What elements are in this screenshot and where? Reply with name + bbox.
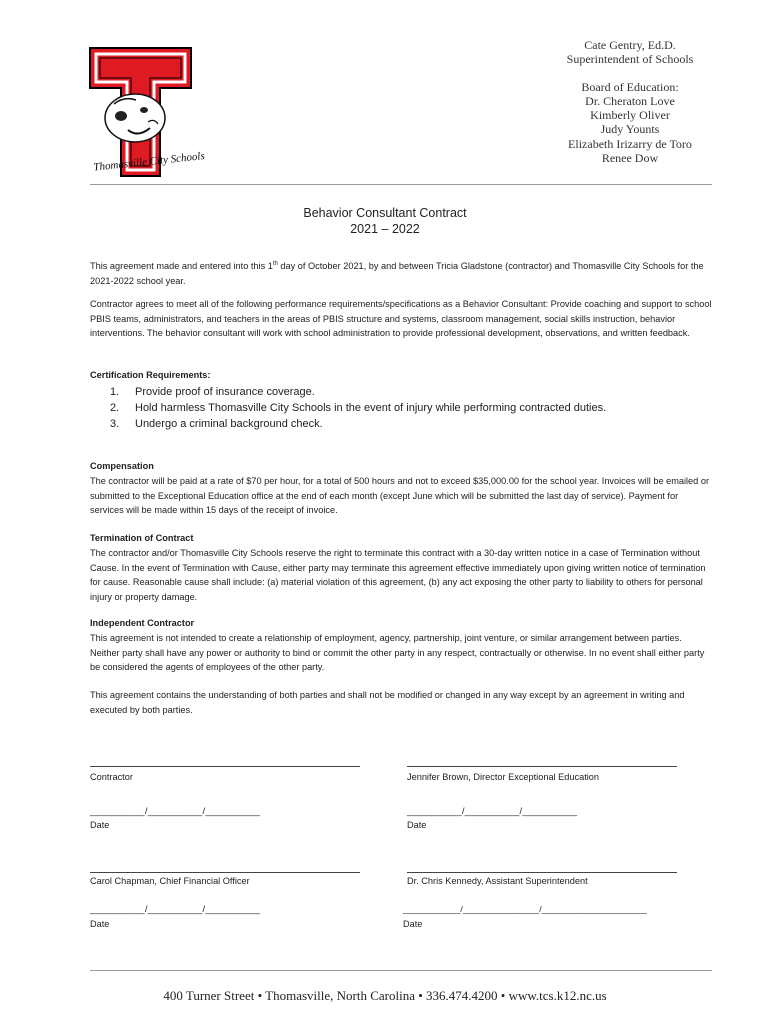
termination-heading: Termination of Contract <box>90 533 194 543</box>
assistant-superintendent-date-field[interactable]: ____________/________________/______________________ <box>403 904 647 914</box>
cfo-signature-line[interactable] <box>90 872 360 873</box>
bulldog-mascot-icon <box>105 94 165 142</box>
board-member: Kimberly Oliver <box>590 108 670 123</box>
thomasville-city-schools-logo <box>88 46 206 178</box>
compensation-paragraph: The contractor will be paid at a rate of $70 per hour, for a total of 500 hours and not to exceed $35,000.00 for the school year. Invoices will be emailed or submitted to the Exceptional Education office at the end of each month (except June which will be submitted the last day of service). Payment for services will be made within 15 days of the receipt of invoice. <box>90 476 710 516</box>
list-item: 2. Hold harmless Thomasville City Schools in the event of injury while performing contracted duties. <box>110 402 607 414</box>
certification-heading: Certification Requirements: <box>90 370 211 380</box>
list-item: 3. Undergo a criminal background check. <box>110 418 323 430</box>
independent-contractor-heading: Independent Contractor <box>90 618 195 628</box>
document-years: 2021 – 2022 <box>350 222 420 236</box>
document-title-block <box>0 205 770 237</box>
cfo-date-field[interactable]: __________/__________/__________ <box>90 904 261 915</box>
document-title: Behavior Consultant Contract <box>303 206 467 220</box>
logo-text: Thomasville City Schools <box>92 150 206 174</box>
director-signature-line[interactable] <box>407 766 677 767</box>
compensation-heading: Compensation <box>90 461 154 471</box>
list-item: 1. Provide proof of insurance coverage. <box>110 386 315 398</box>
header-divider <box>90 184 712 185</box>
cfo-label: Carol Chapman, Chief Financial Officer <box>90 876 250 886</box>
board-member: Renee Dow <box>601 151 659 166</box>
certification-list <box>110 384 606 432</box>
contractor-date-field[interactable]: __________/__________/__________ <box>90 806 261 817</box>
date-label: Date <box>90 820 110 830</box>
date-label: Date <box>407 820 427 830</box>
contractor-signature-line[interactable] <box>90 766 360 767</box>
assistant-superintendent-label: Dr. Chris Kennedy, Assistant Superintendent <box>407 876 588 886</box>
letterhead <box>520 38 740 165</box>
termination-paragraph: The contractor and/or Thomasville City Schools reserve the right to terminate this contract with a 30-day written notice in a case of Termination without Cause. In the event of Termination with Cause, either party may terminate this agreement effective immediately upon giving written notice of termination for cause. Reasonable cause shall include: (a) material violation of this agreement, (b) any act exposing the other party to liability to others for personal injury or property damage. <box>90 548 706 602</box>
board-member: Judy Younts <box>600 122 660 137</box>
director-date-field[interactable]: __________/__________/__________ <box>407 806 578 817</box>
board-member: Elizabeth Irizarry de Toro <box>568 136 692 151</box>
footer-address: 400 Turner Street • Thomasville, North Carolina • 336.474.4200 • www.tcs.k12.nc.us <box>163 988 607 1003</box>
assistant-superintendent-signature-line[interactable] <box>407 872 677 873</box>
footer-divider <box>90 970 712 971</box>
agreement-paragraph: This agreement made and entered into this 1th day of October 2021, by and between Tricia Gladstone (contractor) and Thomasville City Schools for the 2021-2022 school year. <box>90 261 704 286</box>
date-label: Date <box>403 919 423 929</box>
understanding-paragraph: This agreement contains the understanding of both parties and shall not be modified or changed in any way except by an agreement in writing and executed by both parties. <box>90 690 685 715</box>
director-label: Jennifer Brown, Director Exceptional Education <box>407 772 600 782</box>
requirements-paragraph: Contractor agrees to meet all of the following performance requirements/specifications as a Behavior Consultant: Provide coaching and support to school PBIS teams, administrators, and teachers in the areas of PBIS structure and systems, classroom management, social skills instruction, behavior interventions. The behavior consultant will work with school administration to provide professional development, observations, and written feedback. <box>90 299 712 339</box>
board-heading: Board of Education: <box>581 79 679 94</box>
date-label: Date <box>90 919 110 929</box>
contractor-label: Contractor <box>90 772 133 782</box>
superintendent-title: Superintendent of Schools <box>566 52 694 67</box>
board-member: Dr. Cheraton Love <box>585 93 675 108</box>
independent-contractor-paragraph: This agreement is not intended to create a relationship of employment, agency, partnership, joint venture, or similar arrangement between parties. Neither party shall have any power or authority to bind or commit the other party in any respect, contractually or otherwise. In no event shall either party be considered the agents of employees of the other party. <box>90 633 705 673</box>
superintendent-name: Cate Gentry, Ed.D. <box>584 38 676 52</box>
